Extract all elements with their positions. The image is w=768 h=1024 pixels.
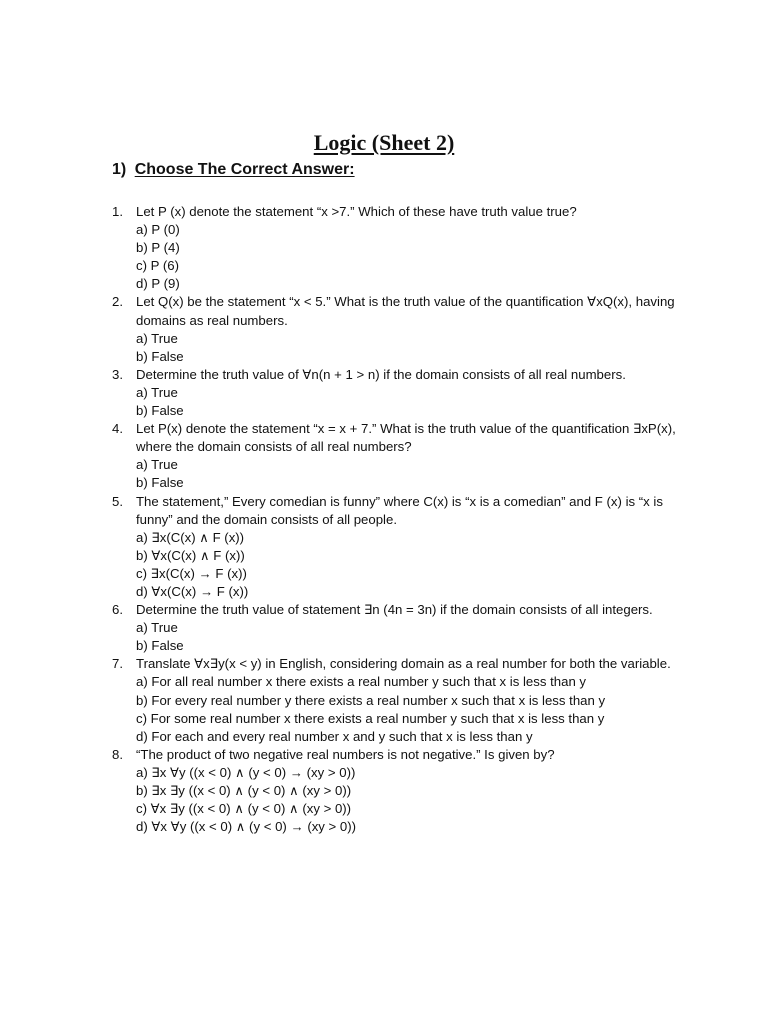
page-title: Logic (Sheet 2) (313, 130, 455, 155)
answer-option: b) ∃x ∃y ((x < 0) ∧ (y < 0) ∧ (xy > 0)) (136, 783, 352, 798)
answer-options (136, 529, 692, 601)
answer-option: a) P (0) (136, 222, 180, 238)
answer-options (136, 673, 692, 745)
question-number: 2. (112, 294, 123, 310)
question-text: “The product of two negative real numbers is not negative.” Is given by? (136, 746, 555, 762)
question-item (112, 420, 692, 492)
question-number: 4. (112, 421, 123, 437)
question-number: 7. (112, 656, 123, 672)
question-text: Let Q(x) be the statement “x < 5.” What is the truth value of the quantification ∀xQ(x), having domains as real numbers. (136, 294, 675, 328)
answer-option: d) P (9) (136, 276, 180, 292)
question-text: Let P (x) denote the statement “x >7.” Which of these have truth value true? (136, 204, 577, 219)
answer-option: c) ∀x ∃y ((x < 0) ∧ (y < 0) ∧ (xy > 0)) (136, 801, 352, 817)
question-list (112, 203, 692, 836)
question-text: Determine the truth value of statement ∃n (4n = 3n) if the domain consists of all integers. (136, 602, 653, 618)
answer-option: a) True (136, 330, 178, 346)
answer-option: b) For every real number y there exists a real number x such that x is less than y (136, 692, 606, 708)
answer-option: b) False (136, 348, 184, 364)
answer-option: b) ∀x(C(x) ∧ F (x)) (136, 547, 245, 563)
question-number: 5. (112, 493, 123, 509)
answer-option: b) P (4) (136, 240, 180, 256)
answer-option: a) True (136, 620, 178, 636)
answer-option: d) For each and every real number x and y such that x is less than y (136, 728, 533, 744)
answer-option: d) ∀x(C(x) → F (x)) (136, 583, 249, 599)
section-number: 1) (112, 161, 127, 178)
question-text: The statement,” Every comedian is funny” where C(x) is “x is a comedian” and F (x) is “x is funny” and the domain consists of all people. (136, 493, 663, 527)
answer-option: a) For all real number x there exists a real number y such that x is less than y (136, 674, 587, 690)
question-item (112, 293, 692, 365)
answer-options (136, 764, 692, 836)
answer-option: c) P (6) (136, 258, 179, 274)
answer-options (136, 384, 692, 420)
answer-option: b) False (136, 638, 184, 654)
answer-options (136, 619, 692, 655)
question-text: Translate ∀x∃y(x < y) in English, considering domain as a real number for both the variable. (136, 656, 671, 672)
question-number: 6. (112, 602, 123, 618)
answer-options (136, 456, 692, 492)
question-text: Let P(x) denote the statement “x = x + 7.” What is the truth value of the quantification ∃xP(x), where the domain consists of all real numbers? (136, 421, 676, 455)
question-item (112, 203, 692, 293)
answer-option: a) ∃x ∀y ((x < 0) ∧ (y < 0) → (xy > 0)) (136, 764, 356, 780)
section-heading (112, 161, 355, 179)
question-item (112, 493, 692, 602)
answer-option: c) ∃x(C(x) → F (x)) (136, 565, 247, 581)
question-item (112, 655, 692, 745)
answer-option: c) For some real number x there exists a real number y such that x is less than y (136, 710, 605, 726)
answer-option: a) ∃x(C(x) ∧ F (x)) (136, 529, 245, 545)
question-text: Determine the truth value of ∀n(n + 1 > n) if the domain consists of all real numbers. (136, 366, 626, 382)
question-item (112, 601, 692, 655)
answer-option: a) True (136, 384, 178, 400)
question-number: 8. (112, 746, 123, 762)
answer-option: b) False (136, 475, 184, 491)
answer-option: b) False (136, 403, 184, 419)
question-item (112, 366, 692, 420)
answer-options (136, 221, 692, 293)
question-number: 1. (112, 204, 123, 219)
question-number: 3. (112, 366, 123, 382)
answer-option: d) ∀x ∀y ((x < 0) ∧ (y < 0) → (xy > 0)) (136, 819, 357, 835)
answer-option: a) True (136, 457, 178, 473)
section-heading-text: Choose The Correct Answer: (134, 161, 355, 178)
answer-options (136, 330, 692, 366)
question-item (112, 746, 692, 836)
